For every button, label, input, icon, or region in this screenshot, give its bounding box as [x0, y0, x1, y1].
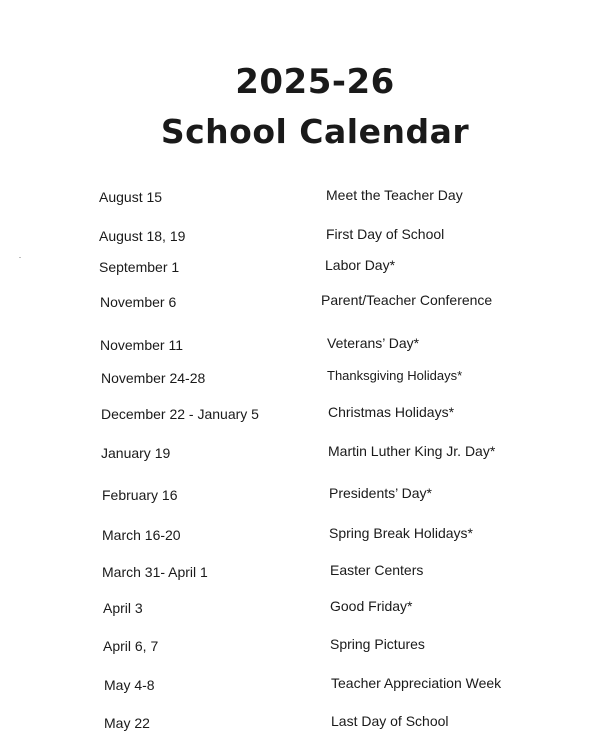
entry-date: November 11: [100, 337, 184, 353]
entry-event: Spring Break Holidays*: [329, 525, 473, 541]
entry-event: Easter Centers: [330, 562, 424, 578]
entry-date: December 22 - January 5: [101, 406, 259, 422]
calendar-title: School Calendar: [160, 112, 470, 151]
calendar-row: [0, 370, 599, 390]
entry-event: Presidents’ Day*: [329, 485, 432, 501]
entry-date: May 22: [104, 715, 150, 731]
entry-date: May 4-8: [104, 677, 155, 693]
entry-event: Spring Pictures: [330, 636, 425, 652]
entry-event: Teacher Appreciation Week: [331, 675, 502, 691]
entry-date: March 16-20: [102, 527, 181, 543]
calendar-row: [0, 228, 599, 248]
entry-date: November 6: [100, 294, 177, 310]
calendar-row: [0, 715, 599, 735]
entry-date: April 3: [103, 600, 143, 616]
entry-event: Martin Luther King Jr. Day*: [328, 443, 496, 459]
entry-event: Good Friday*: [330, 598, 413, 614]
entry-event: Veterans’ Day*: [327, 335, 420, 351]
calendar-row: [0, 259, 599, 279]
entry-date: April 6, 7: [103, 638, 159, 654]
calendar-row: [0, 638, 599, 658]
entry-event: Meet the Teacher Day: [326, 187, 463, 203]
calendar-row: [0, 677, 599, 697]
calendar-row: [0, 527, 599, 547]
entry-event: First Day of School: [326, 226, 445, 242]
entry-event: Last Day of School: [331, 713, 449, 729]
calendar-row: [0, 337, 599, 357]
entry-event: Christmas Holidays*: [328, 404, 455, 420]
entry-event: Labor Day*: [325, 257, 396, 273]
entry-event: Thanksgiving Holidays*: [327, 368, 463, 383]
entry-date: February 16: [102, 487, 178, 503]
entry-date: March 31- April 1: [102, 564, 208, 580]
entry-date: November 24-28: [101, 370, 206, 386]
calendar-year: 2025-26: [235, 62, 395, 102]
entry-date: August 18, 19: [99, 228, 186, 244]
calendar-row: [0, 600, 599, 620]
calendar-row: [0, 406, 599, 426]
calendar-row: [0, 487, 599, 507]
entry-date: September 1: [99, 259, 180, 275]
entry-date: August 15: [99, 189, 163, 205]
calendar-row: [0, 189, 599, 209]
calendar-row: [0, 294, 599, 314]
calendar-row: [0, 564, 599, 584]
entry-event: Parent/Teacher Conference: [321, 292, 493, 308]
scan-speck: [19, 257, 21, 258]
calendar-row: [0, 445, 599, 465]
entry-date: January 19: [101, 445, 171, 461]
